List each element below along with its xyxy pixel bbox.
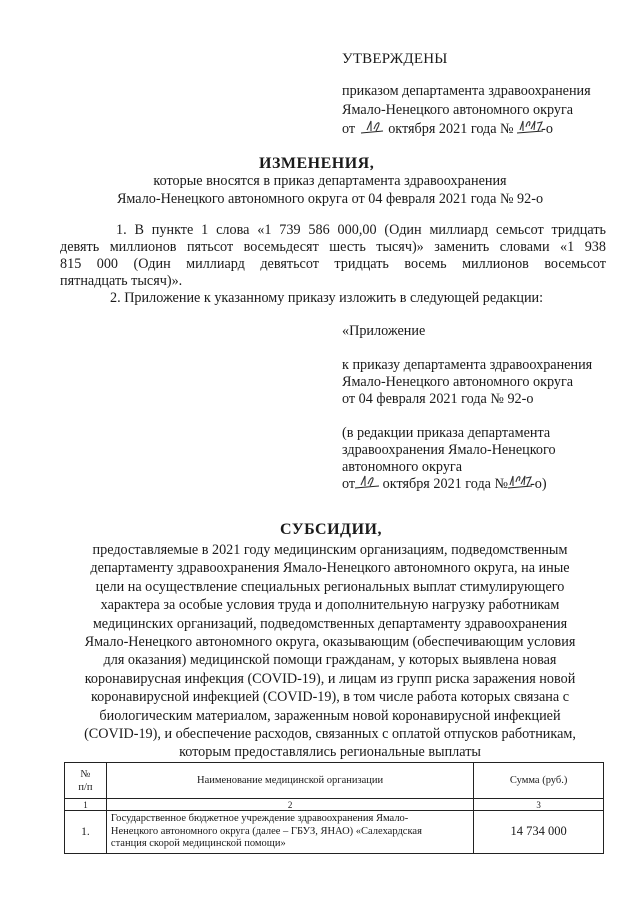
subsidies-line: (COVID-19), и обеспечение расходов, связанных с оплатой отпусков работникам, [84,726,576,743]
para2: 2. Приложение к указанному приказу изложить в следующей редакции: [110,290,544,306]
header-num-line-2: п/п [78,781,93,793]
row-sum: 14 734 000 [474,811,604,854]
header-sum: Сумма (руб.) [474,763,604,799]
appendix-line-2: Ямало-Ненецкого автономного округа [342,374,574,390]
order-number-scribble-icon [508,472,534,492]
row-name [106,811,473,854]
row-name-line: Ненецкого автономного округа (далее – ГБУЗ, ЯНАО) «Салехардская [110,825,422,837]
header-name: Наименование медицинской организации [106,763,473,799]
order-number-scribble-icon [517,117,545,137]
appendix-label: «Приложение [342,323,426,339]
subsidies-table [64,762,604,854]
table-row [65,811,604,854]
subsidies-line: коронавирусной инфекцией (COVID-19), в том числе работа которых связана с [90,689,570,706]
edition-handwritten-day [355,476,379,490]
handwritten-order-value: 1037 [521,129,524,130]
edition-date-rest: октября 2021 года № [382,476,509,492]
subsidies-title: СУБСИДИИ, [280,521,382,538]
approval-date-rest: октября 2021 года № [388,121,514,137]
signature-stroke-icon [359,117,387,137]
edition-line-1: (в редакции приказа департамента [342,425,551,441]
changes-title: ИЗМЕНЕНИЯ, [259,155,375,172]
subsidies-line: цели на осуществление специальных региональных выплат стимулирующего [95,578,565,595]
para1-line-4: пятнадцать тысяч)». [60,273,183,289]
subsidies-line: Ямало-Ненецкого автономного округа, оказывающим (обеспечивающим условия [84,634,576,651]
edition-line-2: здравоохранения Ямало-Ненецкого [342,442,556,458]
para1-line-1: 1. В пункте 1 слова «1 739 586 000,00 (Один миллиард семьсот тридцать [116,222,606,238]
row-name-line: Государственное бюджетное учреждение здравоохранения Ямало- [110,813,409,824]
approval-line-1: приказом департамента здравоохранения [342,83,591,99]
column-number: 1 [65,799,107,811]
subsidies-line: характера за особые условия труда и дополнительную нагрузку работникам [100,597,560,614]
edition-date-line [342,475,547,493]
column-number: 3 [474,799,604,811]
appendix-line-3: от 04 февраля 2021 года № 92-о [342,391,534,407]
approval-title: УТВЕРЖДЕНЫ [342,51,448,67]
edition-order-suffix: -о) [530,476,547,492]
subsidies-line: биологическим материалом, зараженным новой коронавирусной инфекцией [99,707,561,724]
edition-date-prefix: от [342,476,356,492]
row-name-line: станция скорой медицинской помощи» [110,838,286,849]
subsidies-line: которым предоставлялись региональные выплаты [179,744,481,761]
table-header-row [65,763,604,799]
row-num: 1. [65,811,107,854]
para1-line-3: 815 000 (Один миллиард девятьсот тридцать восемь миллионов восемьсот [60,256,606,272]
edition-order-value: 1037 [512,484,515,485]
subsidies-line: департаменту здравоохранения Ямало-Ненецкого автономного округа, на иные [90,560,570,577]
edition-handwritten-order [508,476,530,490]
header-num [65,763,107,799]
approval-date-prefix: от [342,121,356,137]
header-num-line-1: № [80,768,91,780]
approval-line-2: Ямало-Ненецкого автономного округа [342,102,574,118]
column-number-row [65,799,604,811]
handwritten-day-value: 19 [367,129,369,130]
handwritten-order-no [517,121,541,135]
appendix-line-1: к приказу департамента здравоохранения [342,357,593,373]
subsidies-line: предоставляемые в 2021 году медицинским организациям, подведомственным [92,542,568,558]
approval-date-line [342,120,553,138]
subsidies-line: медицинских организаций, подведомственных департаменту здравоохранения [92,615,568,632]
changes-subtitle [60,172,600,209]
subsidies-description [50,541,610,762]
subsidies-line: коронавирусная инфекция (COVID-19), и лицам из групп риска заражения новой [84,670,576,687]
handwritten-day [359,121,385,135]
changes-subtitle-line-1: которые вносятся в приказ департамента здравоохранения [153,173,507,189]
edition-day-value: 19 [363,484,365,485]
approval-order-suffix: -о [541,121,553,137]
para1-line-2: девять миллионов пятьсот восемьдесят шесть тысяч)» заменить словами «1 938 [60,239,606,255]
changes-subtitle-line-2: Ямало-Ненецкого автономного округа от 04 февраля 2021 года № 92-о [116,191,544,208]
signature-stroke-icon [355,472,383,492]
edition-line-3: автономного округа [342,459,463,475]
column-number: 2 [106,799,473,811]
subsidies-line: для оказания) медицинской помощи гражданам, у которых выявлена новая [103,652,557,669]
